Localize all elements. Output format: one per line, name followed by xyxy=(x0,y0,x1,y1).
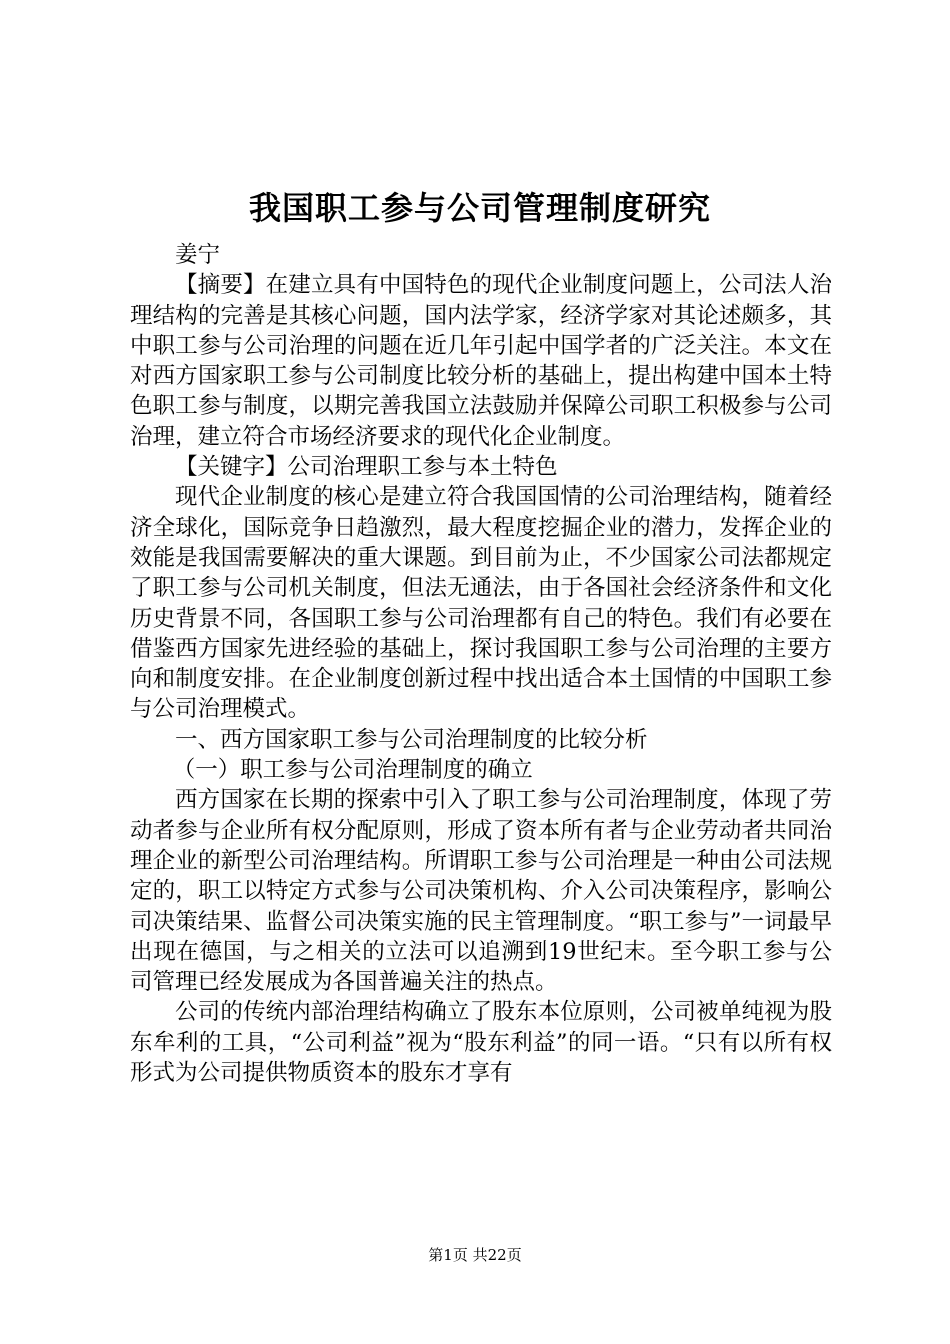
body-paragraph: 公司的传统内部治理结构确立了股东本位原则，公司被单纯视为股东牟利的工具，“公司利益”视为“股东利益”的同一语。“只有以所有权形式为公司提供物质资本的股东才享有 xyxy=(130,999,832,1087)
author-line: 姜宁 xyxy=(175,242,221,268)
intro-paragraph: 现代企业制度的核心是建立符合我国国情的公司治理结构，随着经济全球化，国际竞争日趋激烈，最大程度挖掘企业的潜力，发挥企业的效能是我国需要解决的重大课题。到目前为止，不少国家公司法都规定了职工参与公司机关制度，但法无通法，由于各国社会经济条件和文化历史背景不同，各国职工参与公司治理都有自己的特色。我们有必要在借鉴西方国家先进经验的基础上，探讨我国职工参与公司治理的主要方向和制度安排。在企业制度创新过程中找出适合本土国情的中国职工参与公司治理模式。 xyxy=(130,484,832,723)
body-paragraph: 西方国家在长期的探索中引入了职工参与公司治理制度，体现了劳动者参与企业所有权分配原则，形成了资本所有者与企业劳动者共同治理企业的新型公司治理结构。所谓职工参与公司治理是一种由公司法规定的，职工以特定方式参与公司决策机构、介入公司决策程序，影响公司决策结果、监督公司决策实施的民主管理制度。“职工参与”一词最早出现在德国，与之相关的立法可以追溯到19世纪末。至今职工参与公司管理已经发展成为各国普遍关注的热点。 xyxy=(130,787,832,996)
keywords-paragraph: 【关键字】公司治理职工参与本土特色 xyxy=(175,454,558,481)
section-heading: 一、西方国家职工参与公司治理制度的比较分析 xyxy=(175,726,648,753)
document-title: 我国职工参与公司管理制度研究 xyxy=(248,189,711,227)
document-body xyxy=(130,240,832,1088)
page-number-footer: 第1页 共22页 xyxy=(428,1246,522,1264)
subsection-heading: （一）职工参与公司治理制度的确立 xyxy=(172,757,533,784)
abstract-paragraph: 【摘要】在建立具有中国特色的现代企业制度问题上，公司法人治理结构的完善是其核心问题，国内法学家，经济学家对其论述颇多，其中职工参与公司治理的问题在近几年引起中国学者的广泛关注。本文在对西方国家职工参与公司制度比较分析的基础上，提出构建中国本土特色职工参与制度，以期完善我国立法鼓励并保障公司职工积极参与公司治理，建立符合市场经济要求的现代化企业制度。 xyxy=(130,272,832,450)
